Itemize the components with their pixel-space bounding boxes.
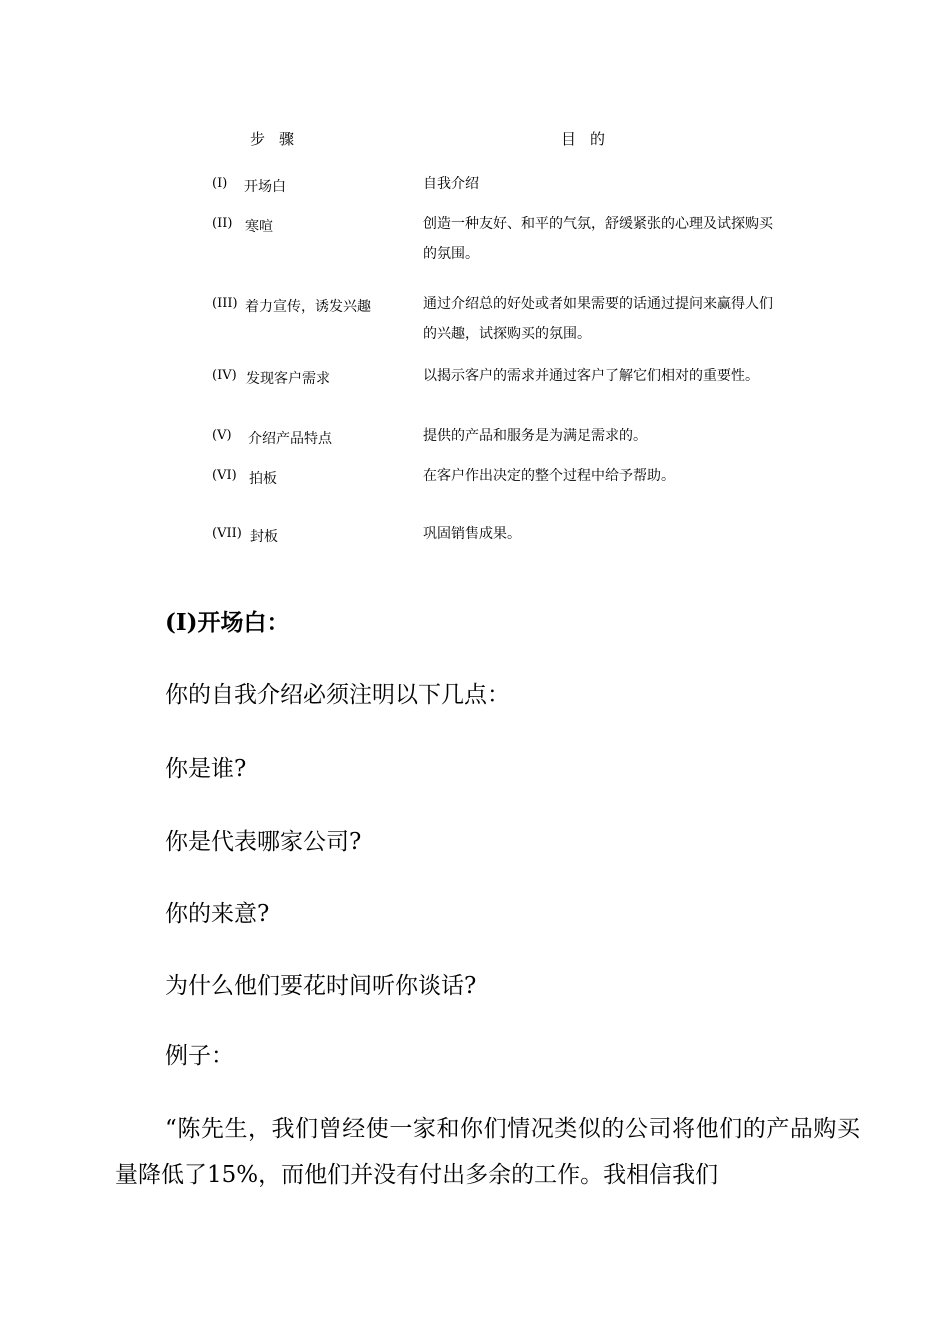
step-name: 封板: [250, 529, 278, 545]
step-purpose: 提供的产品和服务是为满足需求的。: [423, 428, 647, 444]
step-purpose: 创造一种友好、和平的气氛，舒缓紧张的心理及试探购买的氛围。: [423, 216, 773, 262]
step-number: (V): [212, 428, 232, 443]
question-item: 你是谁?: [165, 756, 247, 782]
step-number: (IV): [212, 368, 237, 383]
question-item: 你是代表哪家公司?: [165, 829, 362, 855]
step-name: 发现客户需求: [246, 371, 330, 387]
step-number: (I): [212, 176, 228, 191]
example-paragraph: “陈先生，我们曾经使一家和你们情况类似的公司将他们的产品购买量降低了15%，而他们并没有付出多余的工作。我相信我们: [115, 1116, 860, 1188]
step-name: 开场白: [244, 179, 286, 195]
step-purpose: 巩固销售成果。: [423, 526, 521, 542]
question-item: 你的来意?: [165, 901, 270, 927]
step-purpose: 自我介绍: [423, 176, 479, 192]
step-purpose: 在客户作出决定的整个过程中给予帮助。: [423, 468, 675, 484]
step-number: (VI): [212, 468, 237, 483]
intro-paragraph: 你的自我介绍必须注明以下几点：: [165, 682, 510, 708]
header-purpose: 目的: [561, 130, 620, 148]
steps-table: [0, 0, 950, 560]
step-number: (II): [212, 216, 233, 231]
step-name: 着力宣传，诱发兴趣: [245, 299, 371, 315]
example-label: 例子：: [165, 1043, 234, 1069]
step-name: 寒喧: [245, 219, 273, 235]
step-number: (VII): [212, 526, 242, 541]
header-step: 步骤: [250, 130, 309, 148]
step-name: 介绍产品特点: [248, 431, 332, 447]
step-number: (III): [212, 296, 238, 311]
step-name: 拍板: [249, 471, 277, 487]
step-purpose: 以揭示客户的需求并通过客户了解它们相对的重要性。: [423, 368, 759, 384]
step-purpose: 通过介绍总的好处或者如果需要的话通过提问来赢得人们的兴趣，试探购买的氛围。: [423, 296, 773, 342]
question-item: 为什么他们要花时间听你谈话?: [165, 973, 477, 999]
section-heading: (I)开场白：: [165, 609, 290, 636]
